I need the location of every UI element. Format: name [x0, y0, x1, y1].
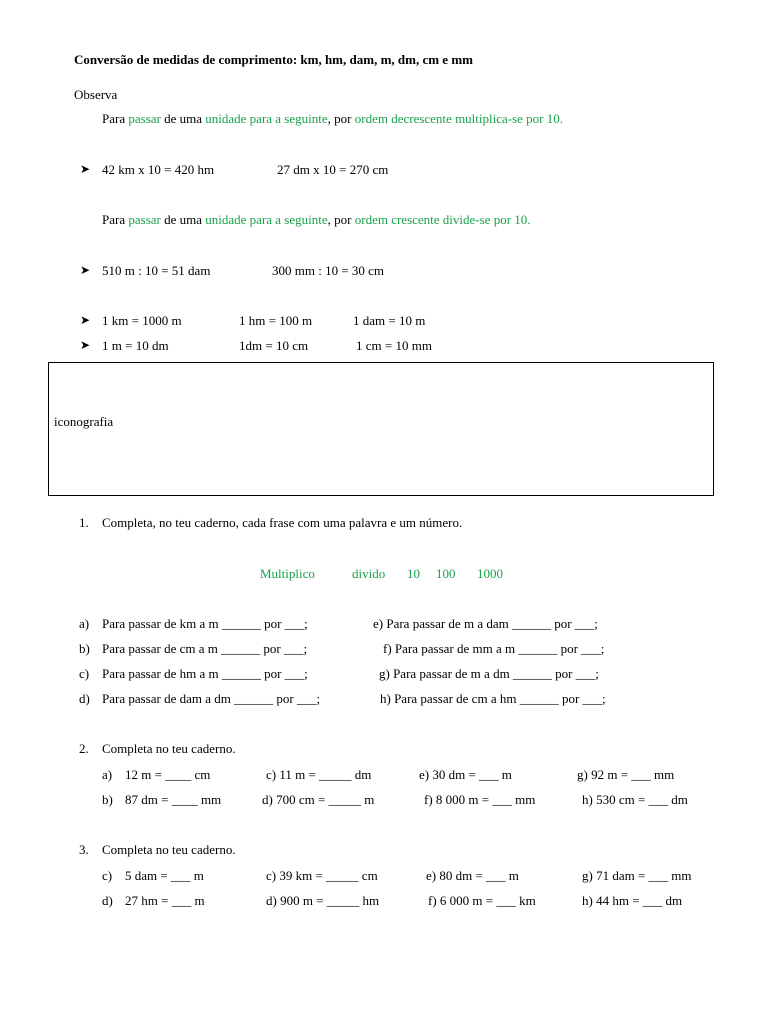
- equivalence: 1 cm = 10 mm: [356, 338, 432, 353]
- item-marker: b): [102, 792, 113, 807]
- rule-highlight: passar: [128, 212, 161, 227]
- item-marker: d): [79, 691, 90, 706]
- exercise-item: h) 44 hm = ___ dm: [582, 893, 683, 908]
- rule-highlight: ordem crescente divide-se por 10.: [354, 212, 531, 227]
- exercise-item: c) 11 m = _____ dm: [266, 767, 372, 782]
- word-bank-item: 100: [436, 566, 456, 581]
- exercise-item: g) 71 dam = ___ mm: [582, 868, 692, 883]
- question-text: Completa no teu caderno.: [102, 741, 236, 756]
- exercise-item: e) Para passar de m a dam ______ por ___;: [373, 616, 598, 631]
- arrow-bullet-icon: ➤: [80, 162, 91, 176]
- exercise-item: e) 80 dm = ___ m: [426, 868, 519, 883]
- word-bank-item: 10: [407, 566, 420, 581]
- question-number: 1.: [79, 515, 89, 530]
- example-divide: 300 mm : 10 = 30 cm: [272, 263, 385, 278]
- page-title: Conversão de medidas de comprimento: km, hm, dam, m, dm, cm e mm: [74, 52, 473, 67]
- exercise-item: g) Para passar de m a dm ______ por ___;: [379, 666, 599, 681]
- exercise-item: 12 m = ____ cm: [125, 767, 211, 782]
- equivalence: 1 km = 1000 m: [102, 313, 182, 328]
- arrow-bullet-icon: ➤: [80, 338, 91, 352]
- example-multiply: 27 dm x 10 = 270 cm: [277, 162, 389, 177]
- rule-highlight: passar: [128, 111, 161, 126]
- item-marker: c): [102, 868, 113, 883]
- example-multiply: 42 km x 10 = 420 hm: [102, 162, 215, 177]
- rule-text: Para: [102, 111, 129, 126]
- exercise-item: d) 900 m = _____ hm: [266, 893, 380, 908]
- question-number: 3.: [79, 842, 89, 857]
- exercise-item: g) 92 m = ___ mm: [577, 767, 675, 782]
- exercise-item: 27 hm = ___ m: [125, 893, 205, 908]
- item-marker: a): [79, 616, 90, 631]
- rule-decrescente: [102, 111, 563, 127]
- rule-highlight: ordem decrescente multiplica-se por 10.: [354, 111, 564, 126]
- iconography-box: [48, 362, 714, 496]
- item-marker: d): [102, 893, 113, 908]
- exercise-item: Para passar de cm a m ______ por ___;: [102, 641, 308, 656]
- rule-text: , por: [327, 212, 355, 227]
- item-marker: b): [79, 641, 90, 656]
- word-bank-item: Multiplico: [260, 566, 315, 581]
- rule-text: , por: [327, 111, 355, 126]
- question-text: Completa, no teu caderno, cada frase com uma palavra e um número.: [102, 515, 463, 530]
- word-bank-item: divido: [352, 566, 386, 581]
- exercise-item: 5 dam = ___ m: [125, 868, 204, 883]
- exercise-item: f) 6 000 m = ___ km: [428, 893, 536, 908]
- arrow-bullet-icon: ➤: [80, 263, 91, 277]
- rule-crescente: [102, 212, 531, 228]
- exercise-item: Para passar de dam a dm ______ por ___;: [102, 691, 321, 706]
- exercise-item: d) 700 cm = _____ m: [262, 792, 375, 807]
- exercise-item: h) Para passar de cm a hm ______ por ___;: [380, 691, 606, 706]
- question-number: 2.: [79, 741, 89, 756]
- exercise-item: h) 530 cm = ___ dm: [582, 792, 688, 807]
- exercise-item: f) 8 000 m = ___ mm: [424, 792, 536, 807]
- equivalence: 1 m = 10 dm: [102, 338, 169, 353]
- rule-text: Para: [102, 212, 129, 227]
- word-bank-item: 1000: [477, 566, 503, 581]
- exercise-item: Para passar de km a m ______ por ___;: [102, 616, 308, 631]
- exercise-item: f) Para passar de mm a m ______ por ___;: [383, 641, 605, 656]
- question-text: Completa no teu caderno.: [102, 842, 236, 857]
- exercise-item: c) 39 km = _____ cm: [266, 868, 378, 883]
- rule-highlight: unidade para a seguinte: [205, 111, 328, 126]
- exercise-item: Para passar de hm a m ______ por ___;: [102, 666, 308, 681]
- item-marker: c): [79, 666, 90, 681]
- observe-heading: Observa: [74, 87, 118, 102]
- arrow-bullet-icon: ➤: [80, 313, 91, 327]
- equivalence: 1 hm = 100 m: [239, 313, 313, 328]
- exercise-item: e) 30 dm = ___ m: [419, 767, 512, 782]
- rule-text: de uma: [160, 111, 206, 126]
- example-divide: 510 m : 10 = 51 dam: [102, 263, 211, 278]
- iconography-label: iconografia: [54, 414, 114, 429]
- equivalence: 1 dam = 10 m: [353, 313, 426, 328]
- rule-text: de uma: [160, 212, 206, 227]
- item-marker: a): [102, 767, 113, 782]
- equivalence: 1dm = 10 cm: [239, 338, 309, 353]
- exercise-item: 87 dm = ____ mm: [125, 792, 222, 807]
- rule-highlight: unidade para a seguinte: [205, 212, 328, 227]
